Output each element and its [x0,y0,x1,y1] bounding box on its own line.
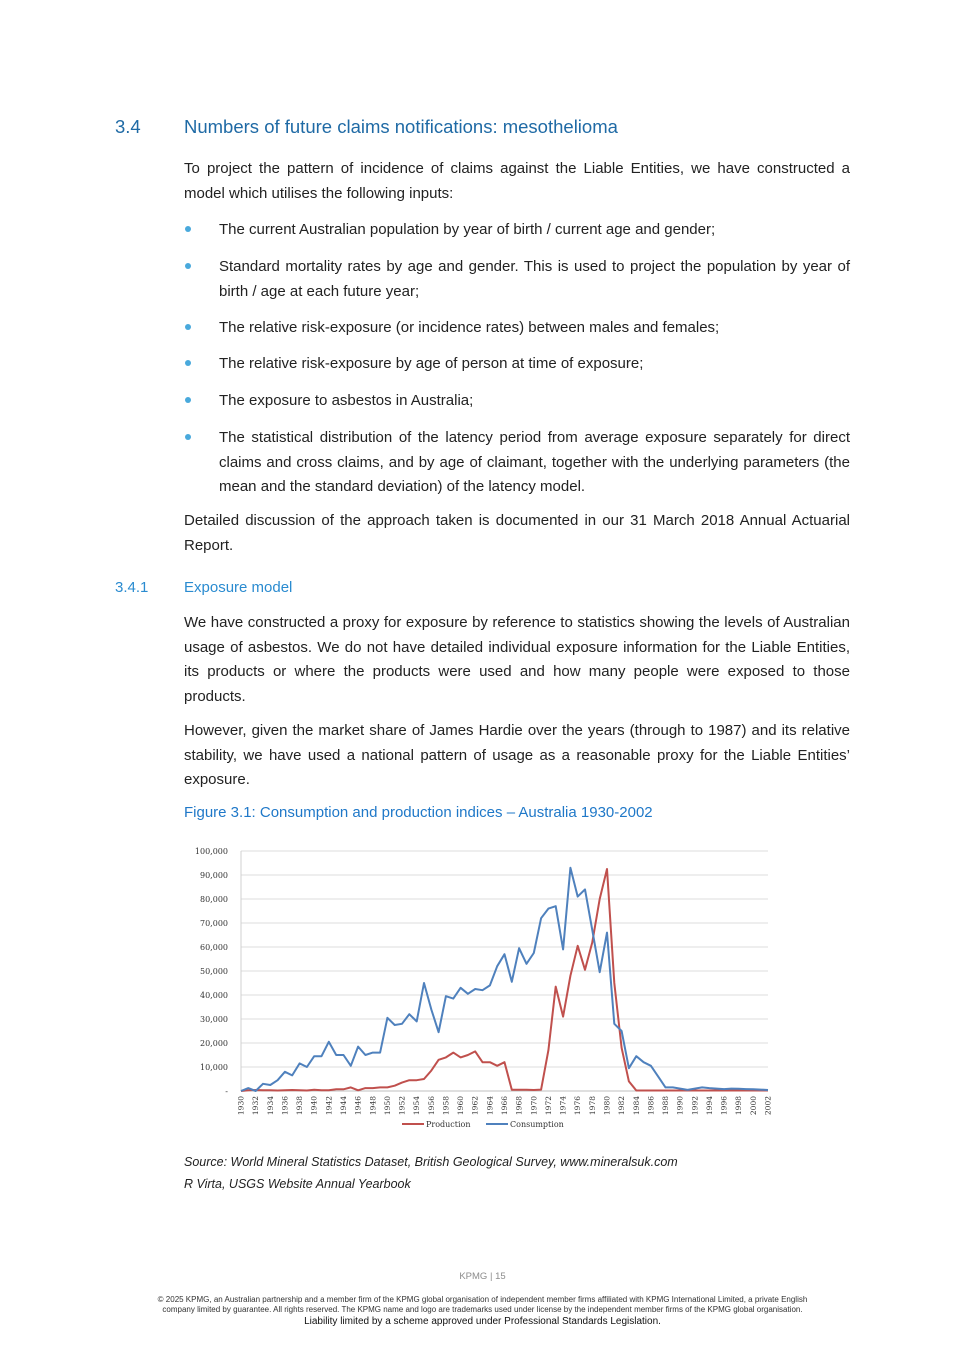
x-tick-label: 1986 [646,1096,656,1116]
y-tick-label: 10,000 [200,1063,228,1072]
x-tick-label: 1962 [470,1096,480,1116]
x-tick-label: 1964 [485,1096,495,1116]
x-tick-label: 1998 [734,1096,744,1116]
series-lines [241,868,768,1091]
x-tick-label: 1954 [412,1096,422,1116]
x-tick-label: 1936 [280,1096,290,1116]
x-tick-label: 1950 [382,1096,392,1116]
x-tick-label: 1956 [426,1096,436,1116]
y-tick-label: 70,000 [200,919,228,928]
x-tick-label: 1944 [338,1096,348,1116]
x-axis-ticks [237,1096,773,1115]
bullet-item: The exposure to asbestos in Australia; [219,392,474,409]
y-tick-label: - [225,1087,228,1096]
copyright-line-1: © 2025 KPMG, an Australian partnership and a member firm of the KPMG global organisation of independent member firms affiliated with KPMG International Limited, a private English [157,1295,808,1304]
bullet-dot [185,360,191,366]
x-tick-label: 2002 [763,1096,773,1116]
y-tick-label: 90,000 [200,871,228,880]
x-tick-label: 1996 [719,1096,729,1116]
x-tick-label: 1932 [251,1096,261,1116]
legend-label-production: Production [426,1120,471,1129]
bullet-item: Standard mortality rates by age and gender. This is used to project the population by year of birth / age at each future year; [219,258,850,300]
section-title: Numbers of future claims notifications: mesothelioma [184,116,618,137]
x-tick-label: 1978 [587,1096,597,1116]
bullet-dot [185,263,191,269]
y-tick-label: 60,000 [200,943,228,952]
subsection-number: 3.4.1 [115,579,149,596]
x-tick-label: 1988 [661,1096,671,1116]
y-tick-label: 100,000 [194,847,228,856]
bullet-dot [185,324,191,330]
bullet-item: The relative risk-exposure by age of person at time of exposure; [219,355,644,372]
discussion-paragraph: Detailed discussion of the approach taken is documented in our 31 March 2018 Annual Actuarial Report. [184,512,850,554]
x-tick-label: 1968 [514,1096,524,1116]
copyright-notice [100,1295,865,1315]
bullet-dot [185,226,191,232]
intro-paragraph: To project the pattern of incidence of claims against the Liable Entities, we have constructed a model which utilises the following inputs: [184,160,850,202]
bullet-dot [185,434,191,440]
bullet-item: The relative risk-exposure (or incidence rates) between males and females; [219,319,720,336]
x-tick-label: 1942 [324,1096,334,1116]
x-tick-label: 1980 [602,1096,612,1116]
exposure-paragraph-2: However, given the market share of James Hardie over the years (through to 1987) and its relative stability, we have used a national pattern of usage as a reasonable proxy for the Liable Entities’ exposure. [184,722,850,788]
x-tick-label: 1984 [631,1096,641,1116]
gridlines [241,851,768,1091]
liability-statement: Liability limited by a scheme approved under Professional Standards Legislation. [304,1316,661,1327]
x-tick-label: 1982 [617,1096,627,1116]
x-tick-label: 1960 [456,1096,466,1116]
legend [402,1120,564,1129]
x-tick-label: 1938 [295,1096,305,1116]
exposure-paragraph-1: We have constructed a proxy for exposure by reference to statistics showing the levels of Australian usage of asbestos. We do not have detailed individual exposure information for the Liable Entities, its products or where the products were used and how many people were exposed to those products. [184,614,850,705]
x-tick-label: 1972 [543,1096,553,1116]
bullet-dot [185,397,191,403]
y-tick-label: 40,000 [200,991,228,1000]
y-tick-label: 30,000 [200,1015,228,1024]
bullet-item: The statistical distribution of the latency period from average exposure separately for direct claims and cross claims, and by age of claimant, together with the underlying parameters (the mean and the standard deviation) of the latency model. [219,429,850,495]
source-line-2: R Virta, USGS Website Annual Yearbook [184,1177,411,1191]
x-tick-label: 1940 [309,1096,319,1116]
x-tick-label: 1946 [353,1096,363,1116]
y-tick-label: 80,000 [200,895,228,904]
series-line-consumption [241,868,768,1091]
x-tick-label: 1992 [690,1096,700,1116]
legend-label-consumption: Consumption [510,1120,564,1129]
x-tick-label: 1934 [265,1096,275,1116]
section-number: 3.4 [115,116,141,137]
x-tick-label: 1958 [441,1096,451,1116]
y-tick-label: 50,000 [200,967,228,976]
x-tick-label: 2000 [748,1096,758,1116]
bullet-item: The current Australian population by year of birth / current age and gender; [219,221,716,238]
x-tick-label: 1990 [675,1096,685,1116]
x-tick-label: 1930 [236,1096,246,1116]
page-number: KPMG | 15 [459,1271,506,1282]
subsection-title: Exposure model [184,579,293,596]
y-axis-ticks [195,847,228,1096]
source-line-1: Source: World Mineral Statistics Dataset, British Geological Survey, www.mineralsuk.com [184,1155,678,1169]
x-tick-label: 1966 [500,1096,509,1116]
x-tick-label: 1976 [573,1096,583,1116]
x-tick-label: 1970 [529,1096,539,1116]
y-tick-label: 20,000 [200,1039,228,1048]
figure-title: Figure 3.1: Consumption and production indices – Australia 1930-2002 [184,804,653,821]
x-tick-label: 1952 [397,1096,407,1116]
copyright-line-2: company limited by guarantee. All rights reserved. The KPMG name and logo are trademarks used under license by the independent member firms of the KPMG global organisation. [162,1305,803,1314]
consumption-production-chart [184,838,784,1138]
x-tick-label: 1948 [368,1096,378,1116]
series-line-production [241,869,768,1091]
x-tick-label: 1994 [704,1096,714,1116]
x-tick-label: 1974 [558,1096,568,1116]
